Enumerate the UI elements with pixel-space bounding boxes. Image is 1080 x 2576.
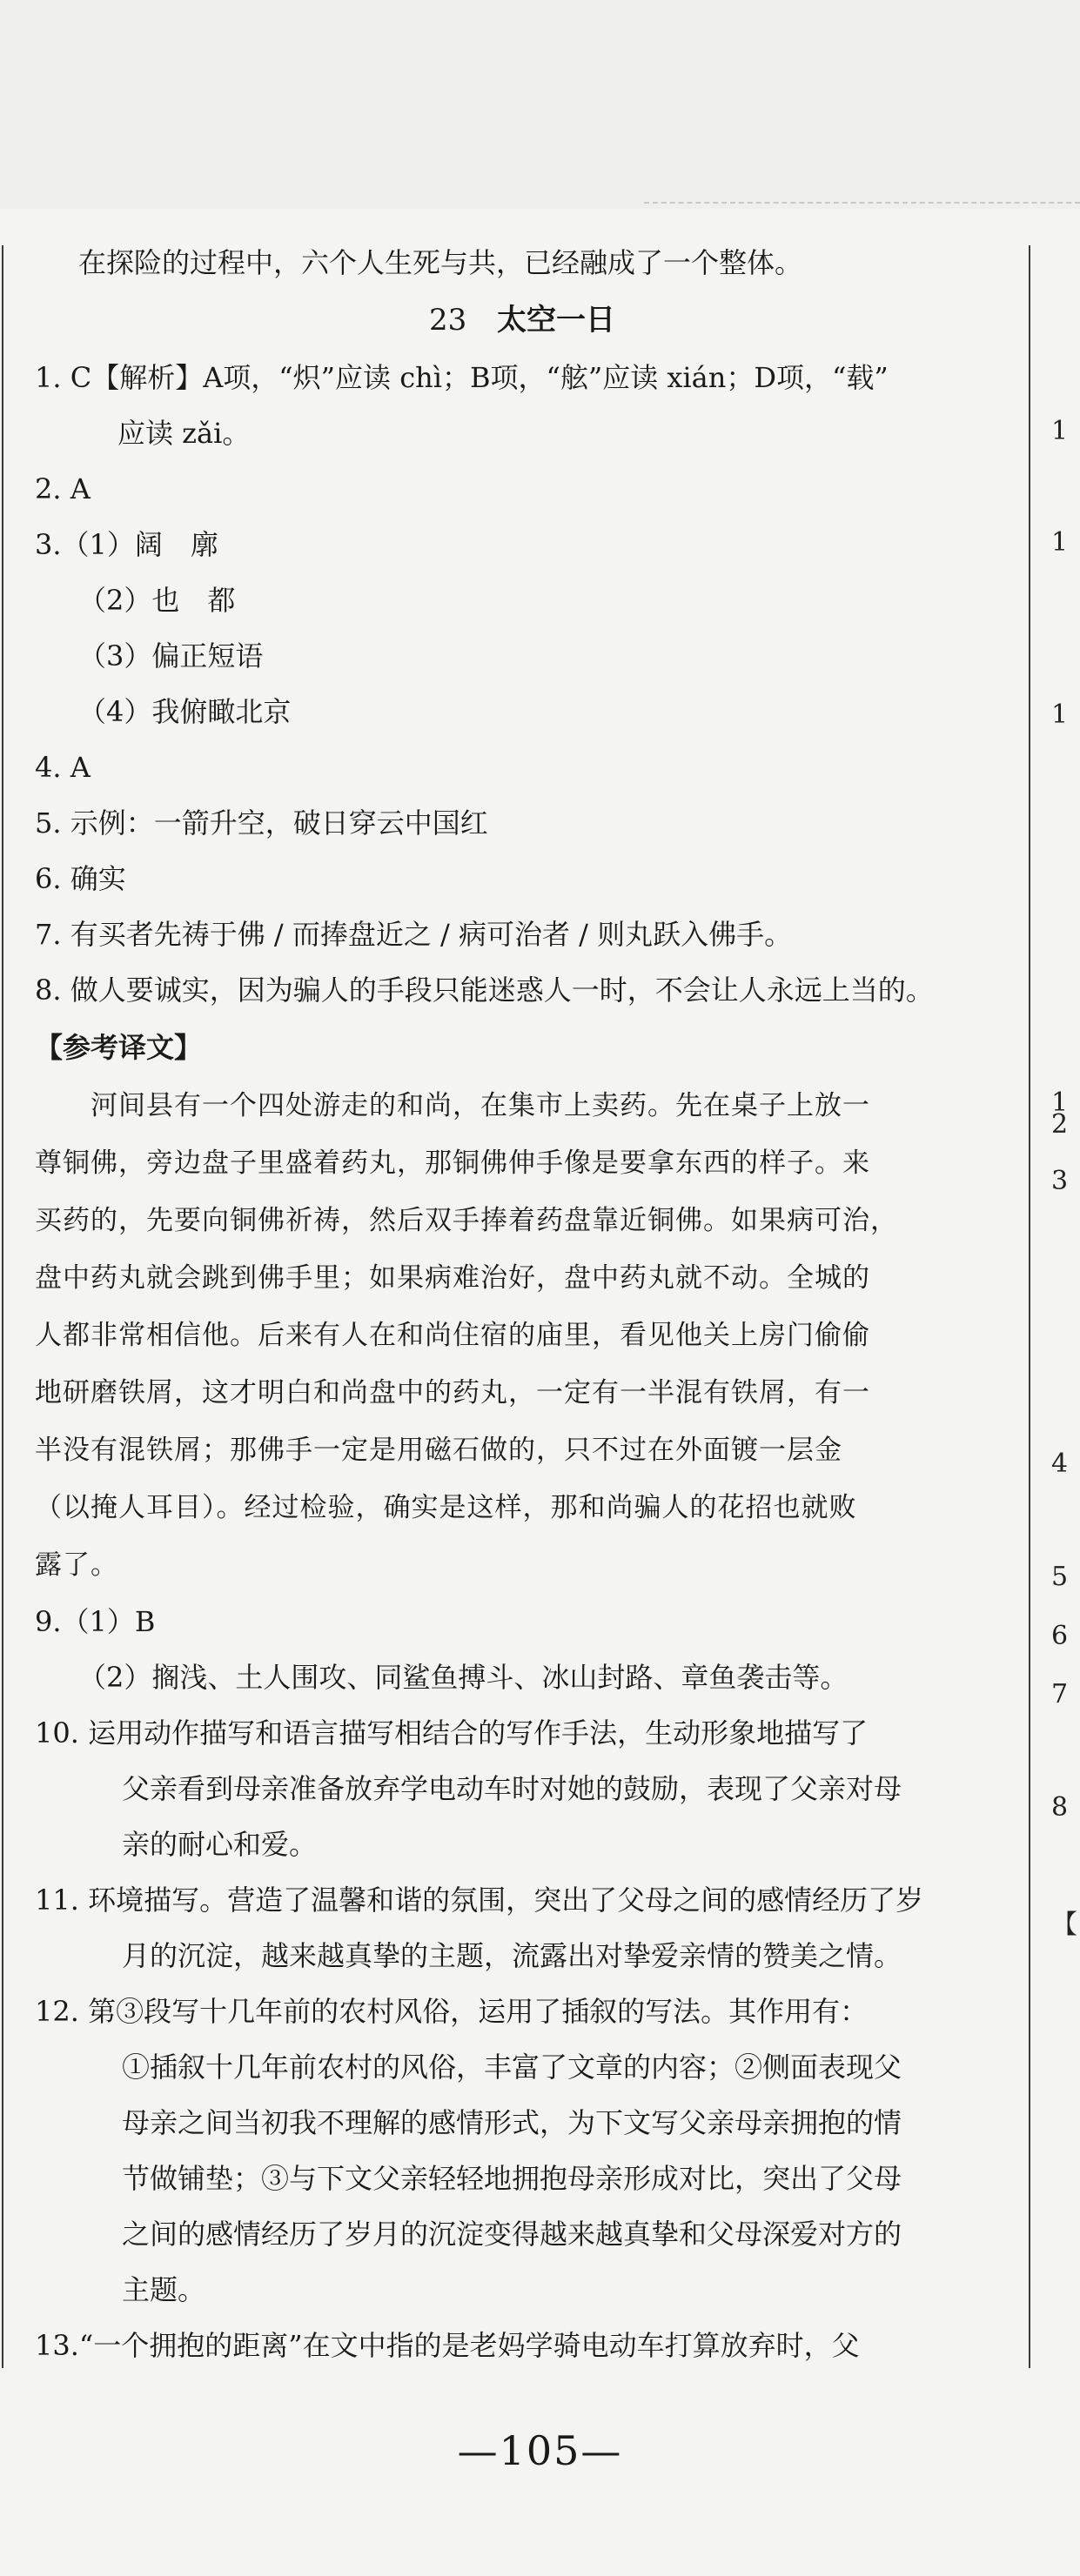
edge-char: 8 [1051, 1792, 1069, 1823]
edge-char: 5 [1051, 1562, 1069, 1592]
answer-line [35, 2151, 1010, 2206]
answer-text: 应读 zǎi。 [117, 417, 251, 450]
translation-line: 人都非常相信他。后来有人在和尚住宿的庙里，看见他关上房门偷偷 [35, 1320, 870, 1351]
answer-text: （4）我俯瞰北京 [78, 695, 292, 728]
answer-line [35, 851, 1010, 907]
edge-char: 6 [1051, 1621, 1069, 1651]
translation-line: 盘中药丸就会跳到佛手里；如果病难治好，盘中药丸就不动。全城的 [35, 1262, 870, 1294]
answer-line [35, 684, 1010, 739]
answer-number: 7. [35, 918, 62, 951]
answer-line [35, 405, 1010, 461]
answer-text: 运用动作描写和语言描写相结合的写作手法，生动形象地描写了 [88, 1716, 869, 1750]
page-number: —105— [457, 2427, 623, 2474]
answer-text: 主题。 [122, 2273, 206, 2306]
answer-line [35, 517, 1010, 572]
answer-text: “一个拥抱的距离”在文中指的是老妈学骑电动车打算放弃时，父 [78, 2329, 860, 2362]
answer-line [35, 795, 1010, 851]
answer-number: 11. [35, 1883, 79, 1917]
answer-text: 亲的耐心和爱。 [122, 1828, 318, 1861]
translation-line: 半没有混铁屑；那佛手一定是用磁石做的，只不过在外面镀一层金 [35, 1435, 842, 1466]
answer-line [35, 1594, 1010, 1649]
answer-text: （1）B [61, 1605, 156, 1638]
answer-text: （3）偏正短语 [78, 639, 264, 672]
answer-line [35, 1705, 1010, 1761]
edge-char: 1 [1051, 527, 1069, 558]
answer-line [35, 628, 1010, 684]
reference-translation [35, 1077, 1010, 1594]
reference-heading: 【参考译文】 [35, 1031, 203, 1064]
answer-list [35, 350, 1010, 1018]
answer-line [35, 1928, 1010, 1984]
edge-char: 【 [1051, 1910, 1077, 1940]
edge-char: 2 [1051, 1109, 1069, 1140]
answer-line [35, 350, 1010, 405]
answer-content [35, 235, 1010, 2373]
answer-text: ①插叙十几年前农村的风俗，丰富了文章的内容；②侧面表现父 [122, 2051, 902, 2084]
translation-line: 尊铜佛，旁边盘子里盛着药丸，那铜佛伸手像是要拿东西的样子。来 [35, 1147, 870, 1179]
scan-top-margin [0, 0, 1080, 209]
answer-line [35, 1872, 1010, 1928]
answer-line [35, 2262, 1010, 2318]
edge-char: 4 [1051, 1449, 1069, 1479]
answer-number: 10. [35, 1716, 79, 1750]
section-number: 23 [428, 303, 467, 338]
section-title [35, 291, 1010, 350]
left-column-rule [2, 245, 3, 2368]
answer-list-2 [35, 1594, 1010, 2373]
answer-text: （2）也 都 [78, 584, 236, 617]
translation-line: 河间县有一个四处游走的和尚，在集市上卖药。先在桌子上放一 [91, 1090, 870, 1121]
edge-char: 1 [1051, 699, 1069, 730]
answer-line [35, 2095, 1010, 2151]
answer-text: 第③段写十几年前的农村风俗，运用了插叙的写法。其作用有： [88, 1995, 869, 2028]
answer-text: 月的沉淀，越来越真挚的主题，流露出对挚爱亲情的赞美之情。 [122, 1939, 902, 1972]
answer-number: 3. [35, 528, 62, 561]
answer-line [35, 739, 1010, 795]
answer-text: （1）阔 廓 [61, 528, 218, 561]
edge-char: 1 [1051, 416, 1069, 446]
answer-number: 5. [35, 806, 62, 840]
answer-text: A [70, 472, 91, 505]
answer-text: 有买者先祷于佛 / 而捧盘近之 / 病可治者 / 则丸跃入佛手。 [70, 918, 793, 951]
section-name: 太空一日 [497, 303, 616, 338]
answer-number: 4. [35, 751, 62, 784]
answer-number: 8. [35, 974, 62, 1007]
translation-line: 露了。 [35, 1549, 118, 1581]
answer-text: 之间的感情经历了岁月的沉淀变得越来越真挚和父母深爱对方的 [122, 2218, 902, 2251]
answer-number: 13. [35, 2329, 79, 2362]
answer-text: 节做铺垫；③与下文父亲轻轻地拥抱母亲形成对比，突出了父母 [122, 2162, 902, 2195]
answer-text: 示例：一箭升空，破日穿云中国红 [70, 806, 488, 840]
answer-line [35, 1761, 1010, 1817]
answer-line [35, 572, 1010, 628]
answer-line [35, 907, 1010, 962]
answer-line [35, 1817, 1010, 1872]
header-decorative-line [644, 202, 1080, 204]
answer-line [35, 1984, 1010, 2039]
translation-line: （以掩人耳目）。经过检验，确实是这样，那和尚骗人的花招也就败 [35, 1492, 857, 1523]
answer-line [35, 962, 1010, 1018]
answer-number: 2. [35, 472, 62, 505]
edge-char: 7 [1051, 1679, 1069, 1710]
answer-number: 6. [35, 862, 62, 895]
answer-text: （2）搁浅、土人围攻、同鲨鱼搏斗、冰山封路、章鱼袭击等。 [78, 1661, 849, 1694]
answer-text: 做人要诚实，因为骗人的手段只能迷惑人一时，不会让人永远上当的。 [70, 974, 934, 1007]
answer-number: 1. [35, 361, 62, 394]
answer-text: 父亲看到母亲准备放弃学电动车时对她的鼓励，表现了父亲对母 [122, 1772, 902, 1805]
answer-line [35, 2039, 1010, 2095]
answer-text: 母亲之间当初我不理解的感情形式，为下文写父亲母亲拥抱的情 [122, 2106, 902, 2139]
answer-text: C【解析】A项，“炽”应读 chì；B项，“舷”应读 xián；D项，“载” [70, 361, 889, 394]
answer-line [35, 2206, 1010, 2262]
answer-text: 环境描写。营造了温馨和谐的氛围，突出了父母之间的感情经历了岁 [88, 1883, 924, 1917]
translation-line: 买药的，先要向铜佛祈祷，然后双手捧着药盘靠近铜佛。如果病可治， [35, 1205, 898, 1236]
right-column-rule [1029, 245, 1030, 2368]
answer-number: 9. [35, 1605, 62, 1638]
intro-line: 在探险的过程中，六个人生死与共，已经融成了一个整体。 [78, 246, 803, 279]
answer-line [35, 1649, 1010, 1705]
answer-line [35, 461, 1010, 517]
answer-text: 确实 [70, 862, 126, 895]
answer-number: 12. [35, 1995, 79, 2028]
translation-line: 地研磨铁屑，这才明白和尚盘中的药丸，一定有一半混有铁屑，有一 [35, 1377, 870, 1408]
answer-text: A [70, 751, 91, 784]
edge-char: 1 [1051, 1087, 1069, 1118]
edge-char: 3 [1051, 1166, 1069, 1196]
answer-line [35, 2318, 1010, 2373]
